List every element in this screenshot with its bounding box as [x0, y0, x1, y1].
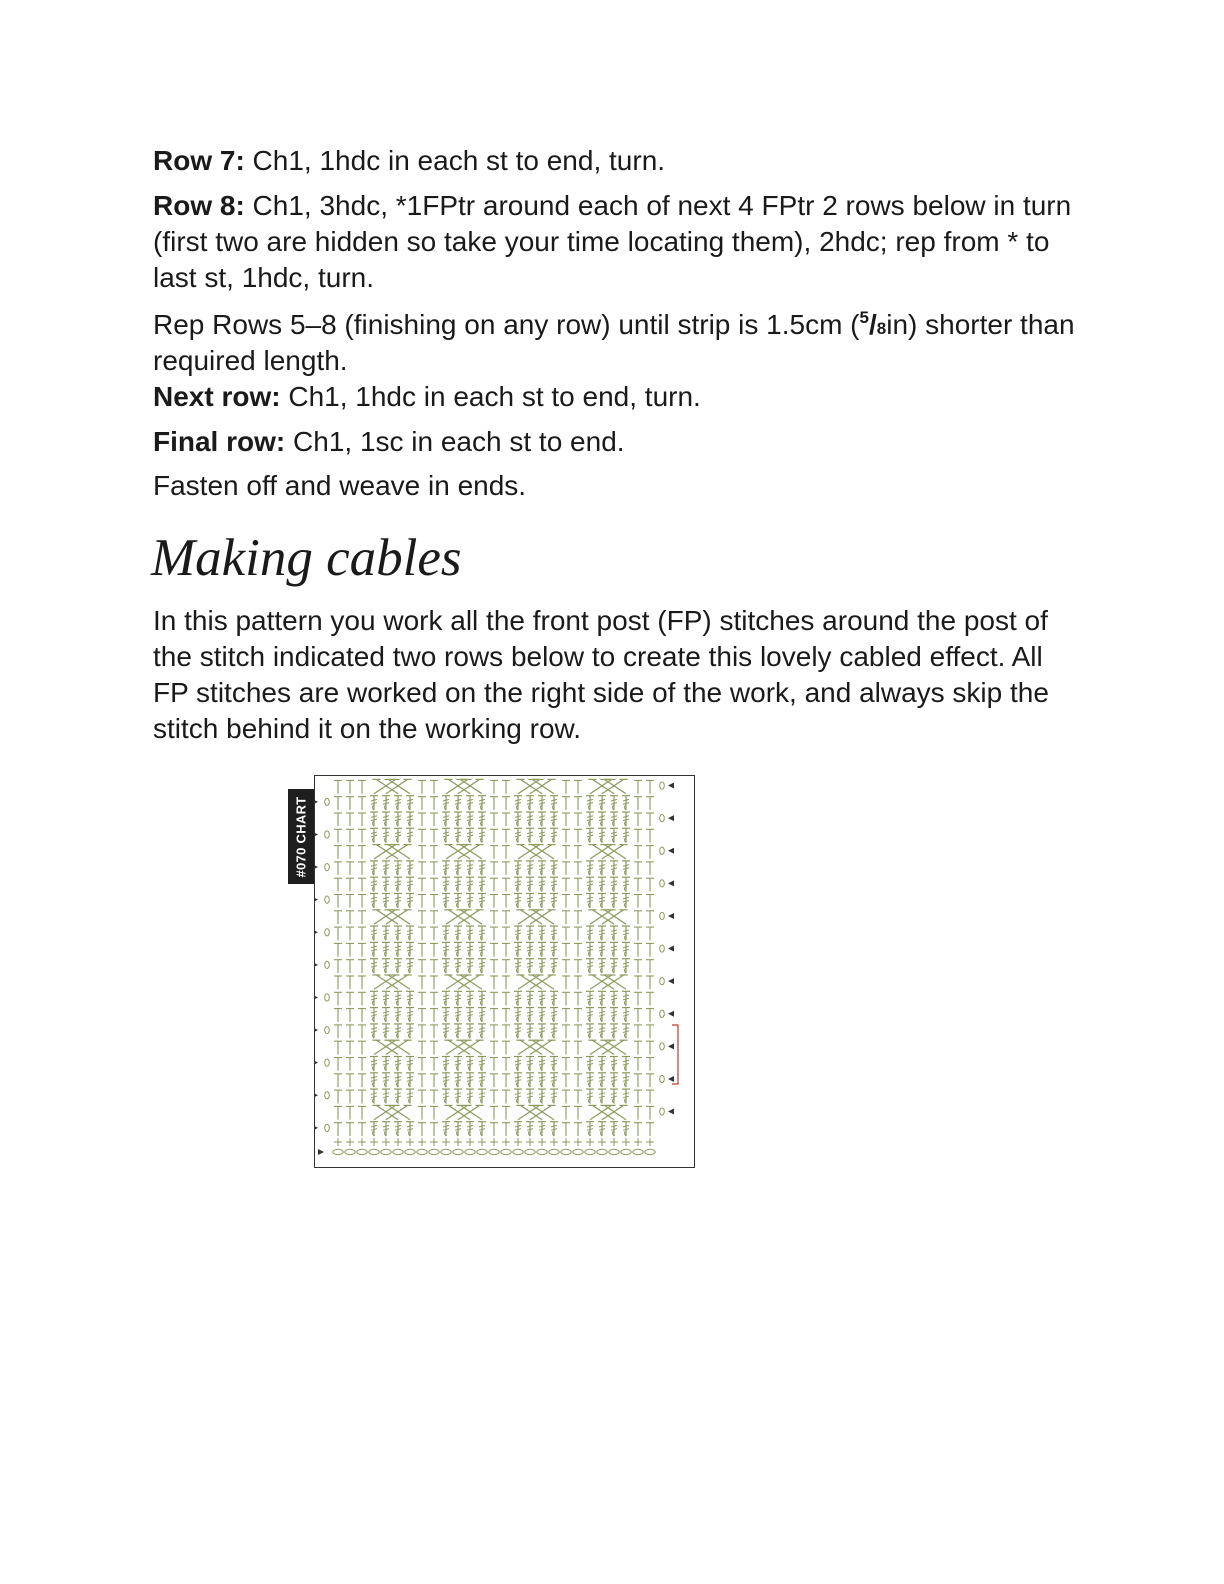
repeat-instruction	[153, 307, 1083, 379]
fptr-stitch	[376, 1040, 398, 1054]
fptr-stitch	[386, 910, 408, 924]
fptr-stitch	[460, 845, 482, 859]
row-direction-arrow	[668, 1011, 674, 1017]
fptr-stitch	[386, 779, 408, 793]
chart-tab	[288, 789, 314, 884]
fptr-stitch	[388, 975, 410, 989]
fptr-stitch	[388, 910, 410, 924]
chain-stitch	[573, 1149, 583, 1154]
fptr-stitch	[592, 1105, 614, 1119]
row-direction-arrow	[315, 831, 318, 837]
fptr-stitch	[376, 779, 398, 793]
turning-chain	[660, 782, 665, 789]
fptr-stitch	[376, 845, 398, 859]
fptr-stitch	[592, 779, 614, 793]
fptr-stitch	[376, 1105, 398, 1119]
fptr-stitch	[448, 975, 470, 989]
chain-stitch	[561, 1149, 571, 1154]
chain-stitch	[537, 1149, 547, 1154]
repeat-text-before: Rep Rows 5–8 (finishing on any row) until strip is 1.5cm (	[153, 309, 860, 340]
chain-stitch	[417, 1149, 427, 1154]
fptr-stitch	[458, 1105, 480, 1119]
fptr-stitch	[530, 975, 552, 989]
row-8-text: Ch1, 3hdc, *1FPtr around each of next 4 FPtr 2 rows below in turn (first two are hidden so take your time locating them), 2hdc; rep from * to last st, 1hdc, turn.	[153, 190, 1072, 293]
fptr-stitch	[604, 1105, 626, 1119]
row-direction-arrow	[668, 978, 674, 984]
fptr-stitch	[592, 1040, 614, 1054]
row-7-text: Ch1, 1hdc in each st to end, turn.	[244, 145, 666, 176]
fptr-stitch	[376, 910, 398, 924]
chain-stitch	[465, 1149, 475, 1154]
fptr-stitch	[460, 1040, 482, 1054]
row-direction-arrow	[668, 1109, 674, 1115]
fptr-stitch	[448, 779, 470, 793]
fptr-stitch	[602, 1040, 624, 1054]
chain-stitch	[357, 1149, 367, 1154]
fptr-stitch	[460, 910, 482, 924]
chain-stitch	[393, 1149, 403, 1154]
fptr-stitch	[604, 1040, 626, 1054]
fptr-stitch	[376, 975, 398, 989]
fptr-stitch	[602, 910, 624, 924]
fptr-stitch	[458, 845, 480, 859]
turning-chain	[325, 1092, 330, 1099]
row-direction-arrow	[668, 815, 674, 821]
fptr-stitch	[602, 845, 624, 859]
fptr-stitch	[532, 910, 554, 924]
next-row-instruction	[153, 379, 1083, 415]
chart-diagram	[315, 776, 693, 1166]
chain-stitch	[585, 1149, 595, 1154]
chain-stitch	[633, 1149, 643, 1154]
fptr-stitch	[530, 779, 552, 793]
turning-chain	[660, 978, 665, 985]
chain-stitch	[477, 1149, 487, 1154]
next-row-text: Ch1, 1hdc in each st to end, turn.	[280, 381, 701, 412]
fptr-stitch	[530, 910, 552, 924]
chain-stitch	[549, 1149, 559, 1154]
fptr-stitch	[520, 910, 542, 924]
fptr-stitch	[460, 779, 482, 793]
fptr-stitch	[604, 975, 626, 989]
fptr-stitch	[532, 975, 554, 989]
chain-stitch	[429, 1149, 439, 1154]
fasten-off-instruction	[153, 468, 1083, 504]
row-7-label: Row 7:	[153, 145, 245, 176]
next-row-label: Next row:	[153, 381, 281, 412]
fptr-stitch	[460, 1105, 482, 1119]
row-direction-arrow	[668, 783, 674, 789]
chain-stitch	[597, 1149, 607, 1154]
chain-stitch	[369, 1149, 379, 1154]
fptr-stitch	[458, 910, 480, 924]
fraction-slash: /	[868, 309, 877, 340]
repeat-text-after: in) shorter than required length.	[153, 309, 1075, 376]
turning-chain	[325, 896, 330, 903]
section-heading: Making cables	[151, 529, 462, 587]
fptr-stitch	[520, 845, 542, 859]
fptr-stitch	[532, 779, 554, 793]
turning-chain	[660, 880, 665, 887]
fptr-stitch	[604, 779, 626, 793]
fptr-stitch	[458, 975, 480, 989]
fptr-stitch	[460, 975, 482, 989]
fptr-stitch	[532, 845, 554, 859]
row-direction-arrow	[315, 799, 318, 805]
turning-chain	[325, 1124, 330, 1131]
fptr-stitch	[448, 845, 470, 859]
fptr-stitch	[532, 1105, 554, 1119]
fptr-stitch	[448, 1040, 470, 1054]
chain-stitch	[333, 1149, 343, 1154]
fraction-denominator: 8	[876, 319, 887, 338]
chain-stitch	[501, 1149, 511, 1154]
fptr-stitch	[602, 1105, 624, 1119]
fptr-stitch	[386, 975, 408, 989]
turning-chain	[660, 1108, 665, 1115]
turning-chain	[325, 798, 330, 805]
fptr-stitch	[530, 1040, 552, 1054]
fptr-stitch	[458, 779, 480, 793]
fptr-stitch	[592, 975, 614, 989]
turning-chain	[325, 1059, 330, 1066]
section-body: In this pattern you work all the front post (FP) stitches around the post of the stitch indicated two rows below to create this lovely cabled effect. All FP stitches are worked on the right side of the work, and always skip the stitch behind it on the working row.	[153, 605, 1049, 744]
fptr-stitch	[386, 1105, 408, 1119]
chain-stitch	[621, 1149, 631, 1154]
fptr-stitch	[388, 1040, 410, 1054]
chain-stitch	[489, 1149, 499, 1154]
repeat-bracket	[672, 1025, 678, 1084]
fptr-stitch	[592, 910, 614, 924]
fptr-stitch	[448, 1105, 470, 1119]
row-direction-arrow	[315, 929, 318, 935]
fraction-numerator: 5	[859, 308, 869, 327]
final-row-label: Final row:	[153, 426, 286, 457]
row-direction-arrow	[668, 880, 674, 886]
final-row-text: Ch1, 1sc in each st to end.	[285, 426, 625, 457]
fasten-off-text: Fasten off and weave in ends.	[153, 470, 527, 501]
row-direction-arrow	[668, 1076, 674, 1082]
turning-chain	[660, 1010, 665, 1017]
chain-stitch	[513, 1149, 523, 1154]
fptr-stitch	[388, 845, 410, 859]
row-direction-arrow	[315, 1092, 318, 1098]
fptr-stitch	[520, 1105, 542, 1119]
row-direction-arrow	[315, 1027, 318, 1033]
row-direction-arrow	[315, 1060, 318, 1066]
turning-chain	[660, 1043, 665, 1050]
fptr-stitch	[520, 975, 542, 989]
turning-chain	[660, 945, 665, 952]
row-direction-arrow	[315, 1125, 318, 1131]
chain-stitch	[405, 1149, 415, 1154]
chart-tab-label: #070 CHART	[293, 795, 309, 878]
row-7-instruction	[153, 143, 1083, 179]
fptr-stitch	[604, 845, 626, 859]
fptr-stitch	[388, 779, 410, 793]
row-8-label: Row 8:	[153, 190, 245, 221]
row-direction-arrow	[668, 1043, 674, 1049]
fptr-stitch	[388, 1105, 410, 1119]
turning-chain	[325, 961, 330, 968]
turning-chain	[325, 994, 330, 1001]
row-direction-arrow	[318, 1149, 324, 1155]
fptr-stitch	[602, 779, 624, 793]
turning-chain	[325, 863, 330, 870]
fptr-stitch	[520, 1040, 542, 1054]
row-direction-arrow	[668, 913, 674, 919]
turning-chain	[325, 1026, 330, 1033]
chain-stitch	[345, 1149, 355, 1154]
row-direction-arrow	[315, 864, 318, 870]
fptr-stitch	[458, 1040, 480, 1054]
row-direction-arrow	[315, 994, 318, 1000]
fptr-stitch	[386, 845, 408, 859]
final-row-instruction	[153, 424, 1083, 460]
row-direction-arrow	[315, 962, 318, 968]
fptr-stitch	[530, 845, 552, 859]
chain-stitch	[441, 1149, 451, 1154]
crochet-chart	[314, 775, 695, 1168]
fptr-stitch	[532, 1040, 554, 1054]
turning-chain	[325, 929, 330, 936]
fptr-stitch	[530, 1105, 552, 1119]
row-direction-arrow	[668, 848, 674, 854]
turning-chain	[660, 815, 665, 822]
fptr-stitch	[604, 910, 626, 924]
chain-stitch	[381, 1149, 391, 1154]
chain-stitch	[525, 1149, 535, 1154]
turning-chain	[660, 847, 665, 854]
turning-chain	[660, 1075, 665, 1082]
fptr-stitch	[520, 779, 542, 793]
row-direction-arrow	[315, 897, 318, 903]
turning-chain	[325, 831, 330, 838]
chain-stitch	[645, 1149, 655, 1154]
chain-stitch	[453, 1149, 463, 1154]
fptr-stitch	[592, 845, 614, 859]
row-8-instruction	[153, 188, 1083, 296]
row-direction-arrow	[668, 946, 674, 952]
fptr-stitch	[448, 910, 470, 924]
chain-stitch	[609, 1149, 619, 1154]
fptr-stitch	[602, 975, 624, 989]
fptr-stitch	[386, 1040, 408, 1054]
turning-chain	[660, 912, 665, 919]
